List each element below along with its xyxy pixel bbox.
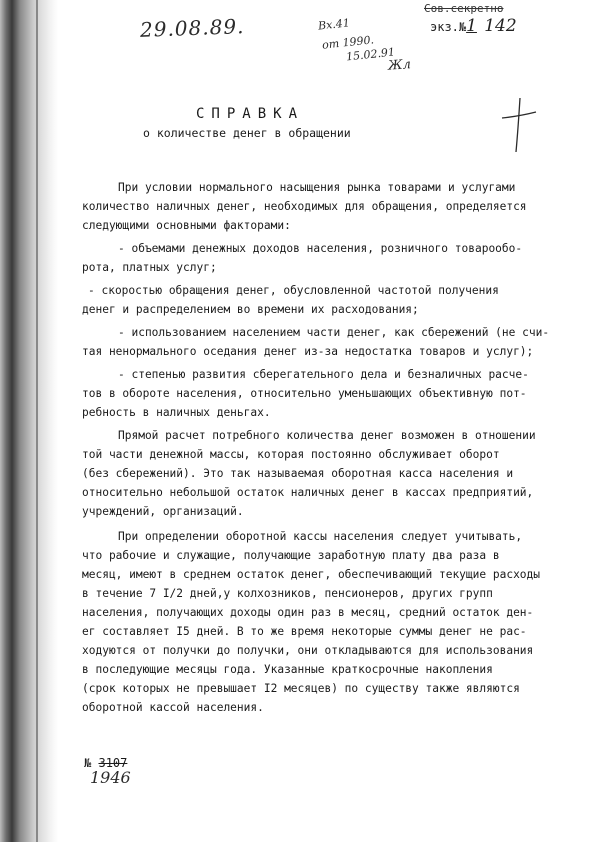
body-line: ег составляет I5 дней. В то же время некоторые суммы денег не рас- bbox=[82, 625, 527, 638]
cross-mark-icon bbox=[498, 96, 538, 156]
body-line: той части денежной массы, которая постоянно обслуживает оборот bbox=[82, 448, 500, 461]
handwritten-date: 29.08.89. bbox=[139, 14, 245, 42]
body-line: - степенью развития сберегательного дела и безналичных расче- bbox=[118, 368, 529, 381]
body-line: При определении оборотной кассы населения следует учитывать, bbox=[118, 530, 523, 543]
body-line: относительно небольшой остаток наличных денег в кассах предприятий, bbox=[82, 486, 534, 499]
margin-note-line-2: от 1990. bbox=[321, 33, 375, 52]
copy-handwritten-number: 142 bbox=[484, 16, 517, 36]
body-line: (без сбережений). Это так называемая оборотная касса населения и bbox=[82, 467, 514, 480]
binding-shadow bbox=[0, 0, 58, 842]
body-line: рота, платных услуг; bbox=[82, 261, 217, 274]
body-line: населения, получающих доходы один раз в месяц, средний остаток ден- bbox=[82, 606, 534, 619]
body-line: ходуются от получки до получки, они откладываются для использования bbox=[82, 644, 534, 657]
registration-number-struck: 3107 bbox=[98, 756, 128, 770]
body-line: месяц, имеют в среднем остаток денег, обеспечивающий текущие расходы bbox=[82, 568, 541, 581]
body-line: - объемами денежных доходов населения, розничного товарообо- bbox=[118, 242, 523, 255]
body-line: При условии нормального насыщения рынка товарами и услугами bbox=[118, 181, 516, 194]
body-line: оборотной кассой населения. bbox=[82, 701, 264, 714]
body-line: - скоростью обращения денег, обусловленной частотой получения bbox=[88, 284, 499, 297]
body-line: денег и распределением во времени их расходования; bbox=[82, 303, 419, 316]
body-line: (срок которых не превышает I2 месяцев) по существу также являются bbox=[82, 682, 520, 695]
body-line: следующими основными факторами: bbox=[82, 219, 291, 232]
classification-stamp: Сов.секретно bbox=[424, 2, 504, 15]
body-line: Прямой расчет потребного количества денег возможен в отношении bbox=[118, 429, 536, 442]
body-line: - использованием населением части денег, как сбережений (не счи- bbox=[118, 326, 550, 339]
body-line: тов в обороте населения, относительно уменьшающих объективную пот- bbox=[82, 387, 527, 400]
body-line: учреждений, организаций. bbox=[82, 505, 244, 518]
body-line: количество наличных денег, необходимых для обращения, определяется bbox=[82, 200, 527, 213]
copy-number-block bbox=[430, 16, 517, 36]
document-title: СПРАВКА bbox=[196, 106, 305, 122]
margin-signature: Жл bbox=[387, 57, 412, 74]
body-line: что рабочие и служащие, получающие заработную плату два раза в bbox=[82, 549, 500, 562]
copy-label: экз.№ bbox=[430, 20, 467, 34]
copy-number: 1 bbox=[466, 16, 477, 36]
margin-note-line-1: Вх.41 bbox=[317, 16, 351, 33]
margin-note-line-3: 15.02.91 bbox=[345, 45, 396, 64]
registration-prefix: № bbox=[84, 756, 92, 770]
body-line: в течение 7 I/2 дней,у колхозников, пенсионеров, других групп bbox=[82, 587, 493, 600]
binding-edge bbox=[36, 0, 38, 842]
body-line: ребность в наличных деньгах. bbox=[82, 406, 271, 419]
body-line: тая ненормального оседания денег из-за недостатка товаров и услуг); bbox=[82, 345, 534, 358]
document-subtitle: о количестве денег в обращении bbox=[143, 126, 351, 140]
body-line: в последующие месяцы года. Указанные краткосрочные накопления bbox=[82, 663, 493, 676]
registration-handwritten-number: 1946 bbox=[90, 768, 131, 787]
